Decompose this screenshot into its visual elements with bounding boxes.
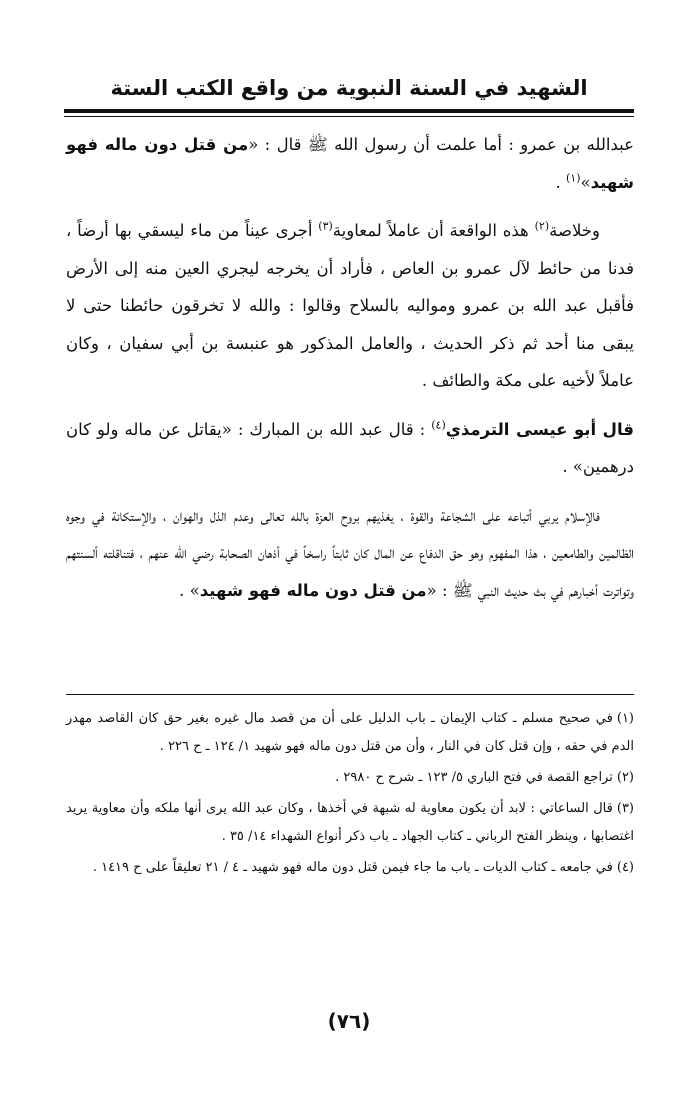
paragraph-text: فالإسلام يربي أتباعه على الشجاعة والقوة ، يغذيهم بروح العزة بالله تعالى وعدم الذل والهوان ، والإستكانة في وجوه الظالمين والطامعين ، هذا المفهوم وهو حق الدفاع عن المال كان ثابتاً راسخاً في أذهان الصحابة رضي الله عنهم ، فتناقلته ألسنتهم وتواترت أخبارهم في بث حديث النبي ﷺ : « <box>66 505 634 600</box>
main-text <box>66 126 634 620</box>
paragraph-hadith-abdullah <box>66 126 634 201</box>
tirmidhi-lead: قال أبو عيسى الترمذي <box>445 419 634 439</box>
footnote-ref-4: (٤) <box>431 418 446 431</box>
footnote-2 <box>66 764 634 792</box>
footnote-separator <box>66 694 634 695</box>
footnote-ref-2: (٢) <box>534 219 550 233</box>
page-number: (٧٦) <box>327 1009 371 1033</box>
footnotes <box>66 705 634 885</box>
hadith-quote: من قتل دون ماله فهو شهيد <box>199 580 427 600</box>
paragraph-tirmidhi <box>66 411 634 486</box>
paragraph-text: عبدالله بن عمرو : أما علمت أن رسول الله ﷺ قال : « <box>248 135 634 154</box>
paragraph-text: وخلاصة <box>549 221 600 240</box>
quote-close: » <box>580 172 591 192</box>
header-rule-thick <box>64 109 634 113</box>
paragraph-end: . <box>555 172 566 192</box>
footnote-text: في صحيح مسلم ـ كتاب الإيمان ـ باب الدليل على أن من قصد مال غيره بغير حق كان القاصد مهدر الدم في حقه ، وإن قتل كان في النار ، وأن من قتل دون ماله فهو شهيد ١/ ١٢٤ ـ ح ٢٢٦ . <box>66 711 634 754</box>
footnote-ref-1: (١) <box>565 171 581 184</box>
footnote-number: (٤) <box>616 860 634 875</box>
paragraph-islam <box>66 497 634 610</box>
footnote-4 <box>66 854 634 882</box>
footnote-text: في جامعه ـ كتاب الديات ـ باب ما جاء فيمن قتل دون ماله فهو شهيد ـ ٤ / ٢١ تعليقاً على ح ١٤١٩ . <box>92 860 613 875</box>
footnote-number: (١) <box>616 711 634 726</box>
header-rule-thin <box>64 116 634 117</box>
running-header-title: الشهيد في السنة النبوية من واقع الكتب الستة <box>110 76 588 100</box>
paragraph-summary <box>66 212 634 400</box>
paragraph-text: هذه الواقعة أن عاملاً لمعاوية <box>332 221 535 240</box>
quote-close: » . <box>179 580 200 600</box>
footnote-ref-3: (٣) <box>318 219 333 233</box>
footnote-1 <box>66 705 634 761</box>
footnote-3 <box>66 795 634 851</box>
footnote-text: قال الساعاتي : لابد أن يكون معاوية له شبهة في أخذها ، وكان عبد الله يرى أنها ملكه وأن معاوية يريد اغتصابها ، وينظر الفتح الرباني ـ كتاب الجهاد ـ باب ذكر أنواع الشهداء ١٤/ ٣٥ . <box>66 801 634 844</box>
footnote-number: (٢) <box>616 770 634 785</box>
paragraph-text: : قال عبد الله بن المبارك : «يقاتل عن ماله ولو كان درهمين» . <box>66 419 634 476</box>
footnote-text: تراجع القصة في فتح الباري ٥/ ١٢٣ ـ شرح ح ٢٩٨٠ . <box>335 770 613 785</box>
hadith-quote: من قتل دون ماله فهو شهيد <box>66 135 634 192</box>
footnote-number: (٣) <box>616 801 634 816</box>
paragraph-text: أجرى عيناً من ماء ليسقي بها أرضاً ، فدنا من حائط لآل عمرو بن العاص ، فأراد أن يخرجه ليجري العين منه إلى الأرض فأقبل عبد الله بن عمرو ومواليه بالسلاح وقالوا : والله لا تخرقون حائطنا حتى لا يبقى منا أحد ثم ذكر الحديث ، والعامل المذكور هو عنبسة بن أبي سفيان ، وكان عاملاً لأخيه على مكة والطائف . <box>66 221 634 390</box>
